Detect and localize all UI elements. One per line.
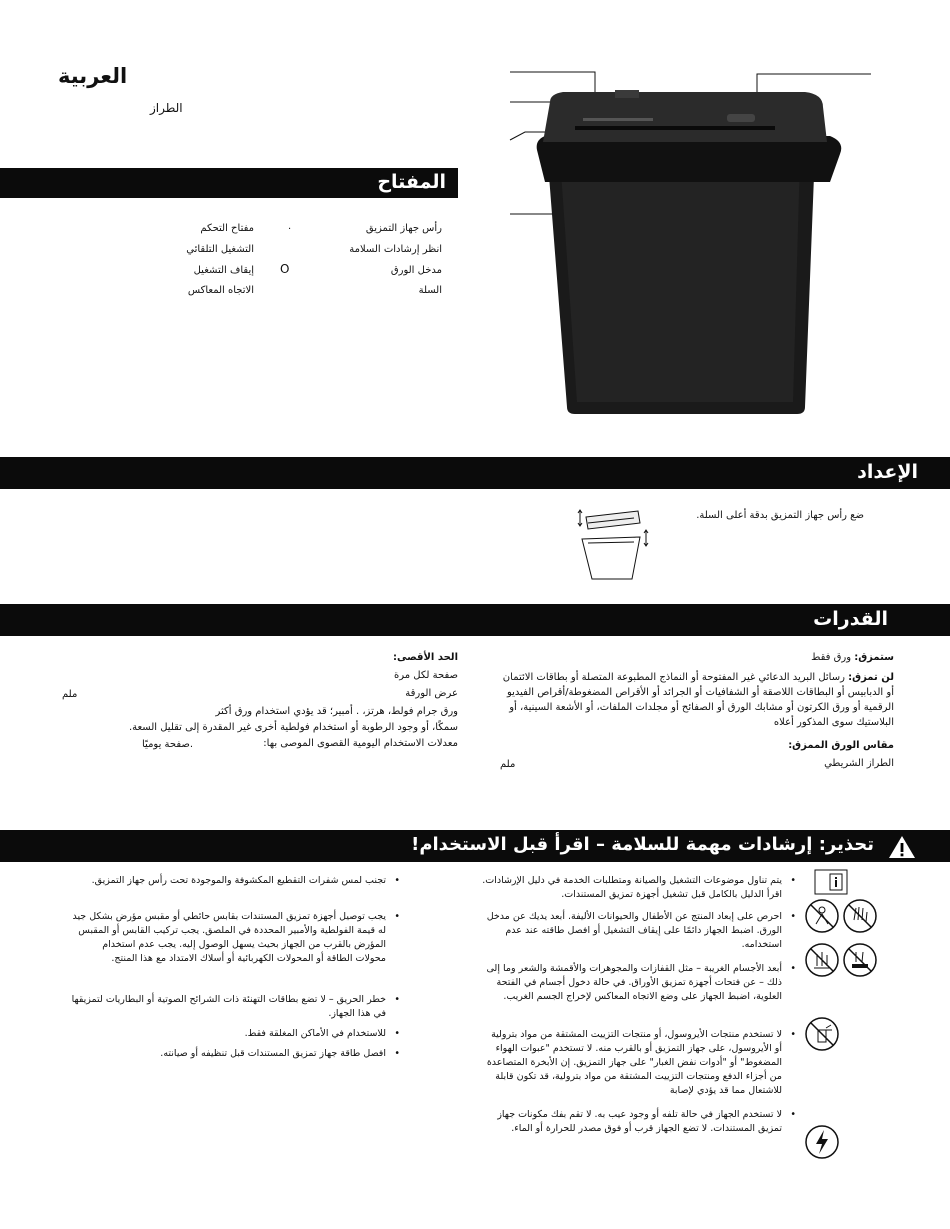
paper-spec-line2: سمكًا، أو وجود الرطوبة أو استخدام فولطية أخرى غير المقدرة إلى تقليل السعة. [128,722,458,733]
paper-width-unit: ملم [62,689,78,700]
safety-left-4: • للاستخدام في الأماكن المغلقة فقط. [70,1027,386,1041]
no-aerosol-icon [804,1016,840,1052]
safety-right-3: • أبعد الأجسام الغريبة – مثل القفازات والمجوهرات والأقمشة والشعر وما إلى ذلك – عن فتحات أجهزة تمزيق الأوراق. في حالة دخول أجسام في الفتحة العلوية، اضبط الجهاز على وضع الاتجاه المعاكس لإخراج الجسم الغريب. [482,962,782,1004]
safety-left-5: • افصل طاقة جهاز تمزيق المستندات قبل تنظيفه أو صيانته. [70,1047,386,1061]
key-section-title: المفتاح [377,171,446,193]
safety-right-5: • لا تستخدم الجهاز في حالة تلفه أو وجود عيب به. لا تقم بفك مكونات جهاز تمزيق المستندات. لا تضع الجهاز قرب أو فوق مصدر للحرارة أو الماء. [482,1108,782,1136]
key-dot: . [288,221,292,232]
key-item-safety: انظر إرشادات السلامة [349,244,442,255]
setup-illustration [574,503,654,583]
max-label: الحد الأقصى: [392,652,458,663]
warning-section-bar [0,830,950,862]
no-hands-icon [842,898,878,934]
warning-section-title: تحذير: إرشادات مهمة للسلامة – اقرأ قبل الاستخدام! [411,834,874,855]
shred-size-unit: ملم [500,759,516,770]
language-title: العربية [58,64,128,88]
shredder-illustration [505,62,885,428]
wont-shred-label: لن تمزق: [848,672,894,683]
capabilities-section-bar [0,604,950,636]
paper-width: عرض الورقة [405,688,458,699]
safety-right-4: • لا تستخدم منتجات الأيروسول، أو منتجات التزييت المشتقة من مواد بترولية أو الأيروسول، على جهاز التمزيق أو بالقرب منه. لا تستخدم "عبوات الهواء المضغوط" أو "أدوات نفض الغبار" على جهاز التمزيق. إن الأبخرة المتصاعدة من أجزاء الدفع ومنتجات التزييت المشتقة من مواد بترولية، قد تكون قابلة للاشتعال مما قد يؤدي لإصابة [482,1028,782,1098]
shred-size-label: مقاس الورق الممزق: [788,740,894,751]
safety-left-3: • خطر الحريق – لا تضع بطاقات التهنئة ذات الشرائح الصوتية أو البطاريات لتمزيقها في هذا الجهاز. [70,993,386,1021]
key-item-auto-on: التشغيل التلقائي [186,244,254,255]
no-children-icon [804,898,840,934]
safety-right-2: • احرص على إبعاد المنتج عن الأطفال والحيوانات الأليفة. أبعد يديك عن مدخل الورق. اضبط الجهاز دائمًا على إيقاف التشغيل أو افصل طاقته عند عدم استخدامه. [482,910,782,952]
warning-triangle-icon [888,835,916,859]
sheets-per-pass: صفحة لكل مرة [394,670,458,681]
key-item-bin: السلة [418,285,442,296]
key-section-bar [0,168,458,198]
key-item-shredder-head: رأس جهاز التمزيق [365,223,442,234]
no-hair-icon [842,942,878,978]
no-loose-items-icon [804,942,840,978]
will-shred-row [494,650,894,665]
safety-left-1: • تجنب لمس شفرات التقطيع المكشوفة والموجودة تحت رأس جهاز التمزيق. [70,874,386,888]
daily-usage: معدلات الاستخدام اليومية القصوى الموصى بها: [263,738,458,749]
manual-icon [814,869,848,895]
wont-shred-block [502,670,894,730]
paper-spec-line: ورق جرام فولط، هرتز، . أمبير؛ قد يؤدي استخدام ورق أكثر [215,706,458,717]
setup-instruction: ضع رأس جهاز التمزيق بدقة أعلى السلة. [696,510,864,521]
setup-section-title: الإعداد [857,461,918,483]
key-item-off: إيقاف التشغيل [193,265,254,276]
model-label: الطراز [150,101,183,115]
safety-right-1: • يتم تناول موضوعات التشغيل والصيانة ومتطلبات الخدمة في دليل الإرشادات. اقرأ الدليل بالكامل قبل تشغيل أجهزة تمزيق المستندات. [482,874,782,902]
key-item-reverse: الاتجاه المعاكس [187,285,254,296]
capabilities-section-title: القدرات [813,608,888,630]
will-shred-label: ستمزق: [854,652,894,663]
electrical-hazard-icon [804,1124,840,1160]
off-symbol: O [280,262,290,276]
key-item-paper-entry: مدخل الورق [390,265,442,276]
safety-left-2: • يجب توصيل أجهزة تمزيق المستندات بقابس حائطي أو مقبس مؤرض بشكل جيد له قيمة الفولطية والأمبير المحددة في الملصق. يجب تركيب القابس أو المقبس المؤرض بالقرب من الجهاز بحيث يسهل الوصول إليه. يجب عدم استخدام محولات الطاقة أو المحولات الكهربائية أو أسلاك الامتداد مع هذا المنتج. [70,910,386,966]
daily-usage-value: صفحة يوميًا. [142,739,194,750]
setup-section-bar [0,457,950,489]
wont-shred-text: رسائل البريد الدعائي غير المفتوحة أو النماذج المطبوعة المتصلة أو بطاقات الائتمان أو الدبابيس أو البطاقات اللاصقة أو الشفافيات أو الجرائد أو الأقراص المضغوطة/أقراص الفيديو الرقمية أو ورق الكرتون أو مشابك الورق أو الصفائح أو مجلدات الملفات، أو الأشعة السينية، أو البلاستيك سوى المذكور أعلاه [502,672,894,728]
will-shred-value: ورق فقط [811,652,852,663]
key-item-control-switch: مفتاح التحكم [200,223,254,234]
shred-size-value: الطراز الشريطي [824,758,894,769]
